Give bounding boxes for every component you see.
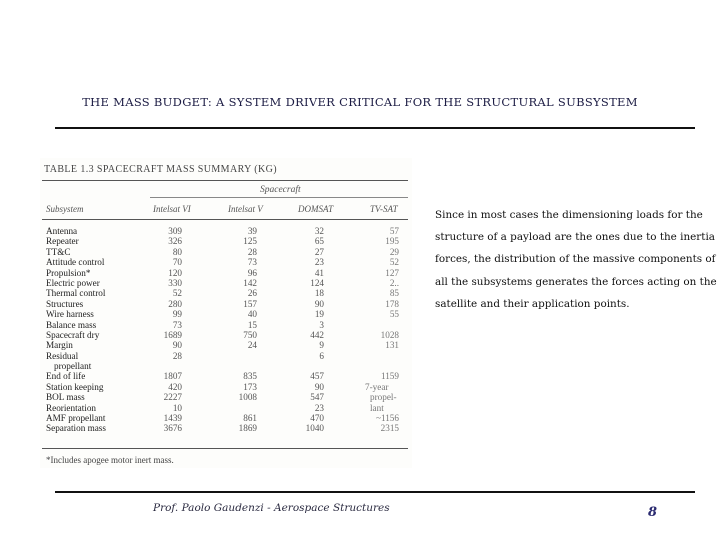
table-row: AMF propellant 1439 861 470 ~1156 (46, 413, 399, 424)
table-row: Residual 28 6 (46, 350, 324, 361)
table-body (40, 226, 412, 434)
table-footnote: *Includes apogee motor inert mass. (46, 455, 174, 465)
slide-title: THE MASS BUDGET: A SYSTEM DRIVER CRITICAL FOR THE STRUCTURAL SUBSYSTEM (82, 95, 638, 109)
table-row: Attitude control 70 73 23 52 (46, 257, 399, 268)
col-header-tv-sat: TV-SAT (370, 204, 398, 214)
group-header: Spacecraft (260, 185, 301, 195)
table-row: Station keeping 420 173 90 7-year (46, 381, 389, 392)
table-caption: TABLE 1.3 SPACECRAFT MASS SUMMARY (KG) (44, 164, 277, 175)
table-row: TT&C 80 28 27 29 (46, 246, 399, 257)
table-bottom-rule (42, 448, 408, 449)
table-row: End of life 1807 835 457 1159 (46, 371, 399, 382)
table-row: Wire harness 99 40 19 55 (46, 309, 399, 320)
table-row: Propulsion* 120 96 41 127 (46, 267, 399, 278)
table-row: propellant (54, 361, 92, 372)
page-number: 8 (648, 505, 658, 520)
col-header-intelsat-v: Intelsat V (228, 204, 263, 214)
body-paragraph: Since in most cases the dimensioning loads for the structure of a payload are the ones due to the inertia forces, the distribution of the massive components of all the subsystems generates the forces acting on the satellite and their application points. (435, 209, 717, 310)
scanned-mass-table (40, 158, 412, 468)
header-rule (42, 219, 408, 220)
footer-divider (55, 491, 695, 493)
footer-author: Prof. Paolo Gaudenzi - Aerospace Structures (153, 502, 390, 514)
table-row: Antenna 309 39 32 57 (46, 226, 399, 236)
table-row: Thermal control 52 26 18 85 (46, 288, 399, 299)
table-row: Margin 90 24 9 131 (46, 340, 399, 351)
table-row: Repeater 326 125 65 195 (46, 236, 399, 247)
col-header-subsystem: Subsystem (46, 204, 84, 214)
table-row: BOL mass 2227 1008 547 propel- (46, 392, 397, 403)
col-header-intelsat-vi: Intelsat VI (153, 204, 191, 214)
table-rule (42, 180, 408, 181)
table-row: Balance mass 73 15 3 (46, 319, 324, 330)
group-rule (150, 197, 408, 198)
table-row: Electric power 330 142 124 2.. (46, 277, 399, 288)
col-header-domsat: DOMSAT (298, 204, 334, 214)
table-row: Spacecraft dry 1689 750 442 1028 (46, 329, 399, 340)
table-row: Reorientation 10 23 lant (46, 402, 384, 413)
table-row: Structures 280 157 90 178 (46, 298, 399, 309)
title-divider (55, 127, 695, 129)
table-row: Separation mass 3676 1869 1040 2315 (46, 423, 399, 434)
